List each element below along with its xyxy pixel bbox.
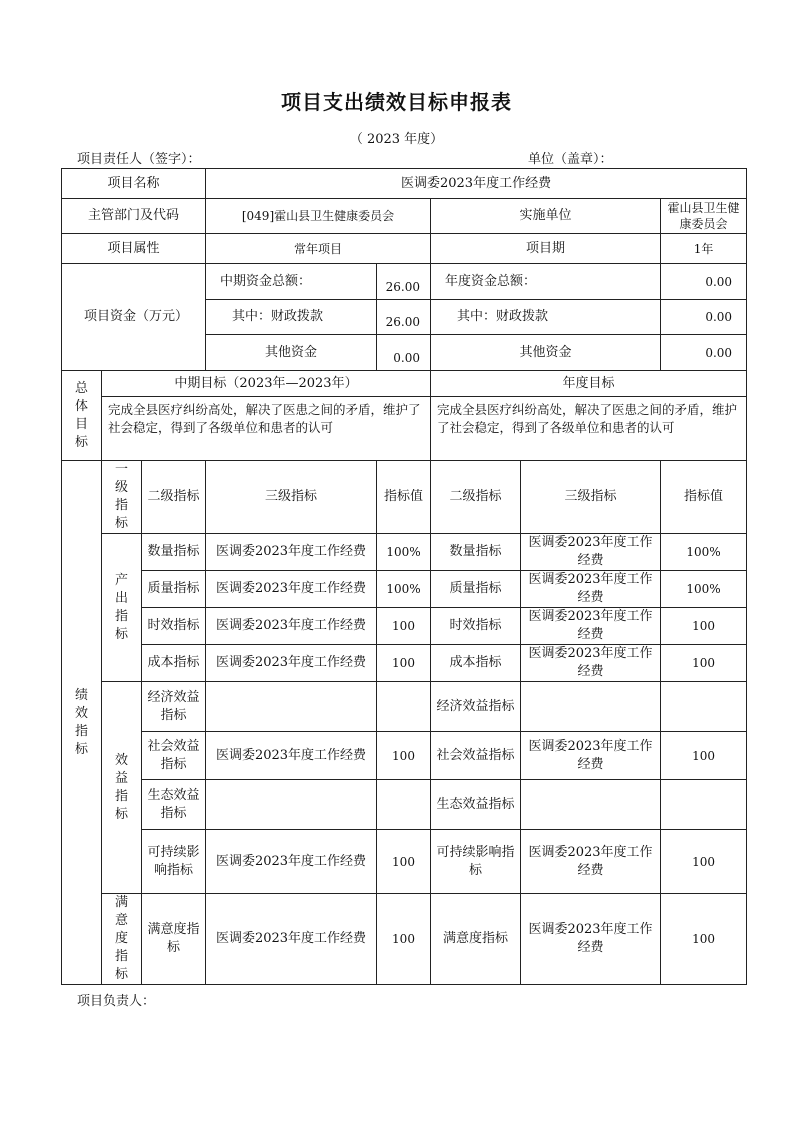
period-label: 项目期 — [431, 234, 661, 264]
h-level1: 一级指标 — [102, 461, 142, 534]
yr-level2: 满意度指标 — [431, 894, 521, 985]
period-value: 1年 — [661, 234, 747, 264]
yr-level2: 时效指标 — [431, 608, 521, 645]
indicator-row — [62, 780, 747, 830]
mid-level2: 成本指标 — [142, 645, 206, 682]
yr-level3: 医调委2023年度工作经费 — [521, 534, 661, 571]
indicator-row — [62, 645, 747, 682]
attr-label: 项目属性 — [62, 234, 206, 264]
perf-indicator-label: 绩效指标 — [62, 461, 102, 985]
unit-seal-label: 单位（盖章）： — [528, 152, 613, 167]
attr-value: 常年项目 — [206, 234, 431, 264]
yr-level2: 数量指标 — [431, 534, 521, 571]
responsible-person-label: 项目责任人（签字）： — [77, 152, 201, 167]
year-other-value: 0.00 — [661, 335, 747, 371]
h-yr-value: 指标值 — [661, 461, 747, 534]
mid-value: 100% — [377, 534, 431, 571]
page-title: 项目支出绩效目标申报表 — [281, 90, 512, 114]
mid-value — [377, 682, 431, 732]
mid-level2: 经济效益指标 — [142, 682, 206, 732]
mid-level3: 医调委2023年度工作经费 — [206, 534, 377, 571]
mid-value — [377, 780, 431, 830]
mid-goal-text: 完成全县医疗纠纷高处，解决了医患之间的矛盾，维护了社会稳定，得到了各级单位和患者的认可 — [102, 397, 431, 461]
mid-value: 100 — [377, 894, 431, 985]
row-department — [62, 199, 747, 234]
mid-goal-header: 中期目标（2023年—2023年） — [102, 371, 431, 397]
row-attribute — [62, 234, 747, 264]
yr-level3: 医调委2023年度工作经费 — [521, 894, 661, 985]
yr-value: 100% — [661, 571, 747, 608]
yr-value: 100 — [661, 894, 747, 985]
mid-value: 100 — [377, 645, 431, 682]
mid-level2: 质量指标 — [142, 571, 206, 608]
indicator-row — [62, 894, 747, 985]
mid-level3 — [206, 780, 377, 830]
yr-value — [661, 682, 747, 732]
h-mid-value: 指标值 — [377, 461, 431, 534]
mid-value: 100 — [377, 608, 431, 645]
yr-level3 — [521, 682, 661, 732]
mid-other-value-cell — [377, 335, 431, 371]
year-total-value: 0.00 — [661, 264, 747, 300]
yr-level2: 社会效益指标 — [431, 732, 521, 780]
yr-level2: 生态效益指标 — [431, 780, 521, 830]
mid-total-value: 26.00 — [385, 280, 420, 294]
indicator-row — [62, 534, 747, 571]
yr-level2: 经济效益指标 — [431, 682, 521, 732]
h-mid-level3: 三级指标 — [206, 461, 377, 534]
yr-level2: 成本指标 — [431, 645, 521, 682]
project-name-value: 医调委2023年度工作经费 — [206, 169, 747, 199]
mid-fiscal-label: 其中：财政拨款 — [206, 300, 377, 335]
indicator-row — [62, 571, 747, 608]
yr-value: 100 — [661, 732, 747, 780]
yr-value: 100% — [661, 534, 747, 571]
fiscal-year-line: （ 2023 年度） — [349, 132, 444, 147]
yr-level3: 医调委2023年度工作经费 — [521, 571, 661, 608]
mid-level2: 满意度指标 — [142, 894, 206, 985]
year-goal-text: 完成全县医疗纠纷高处，解决了医患之间的矛盾，维护了社会稳定，得到了各级单位和患者的认可 — [431, 397, 747, 461]
mid-level3: 医调委2023年度工作经费 — [206, 732, 377, 780]
mid-level3: 医调委2023年度工作经费 — [206, 645, 377, 682]
overall-goal-label: 总体目标 — [62, 371, 102, 461]
yr-value: 100 — [661, 830, 747, 894]
mid-level3 — [206, 682, 377, 732]
mid-level2: 社会效益指标 — [142, 732, 206, 780]
impl-unit-label: 实施单位 — [431, 199, 661, 234]
yr-level3: 医调委2023年度工作经费 — [521, 608, 661, 645]
yr-value: 100 — [661, 608, 747, 645]
yr-level3: 医调委2023年度工作经费 — [521, 732, 661, 780]
cat-benefit: 效益指标 — [102, 682, 142, 894]
h-yr-level3: 三级指标 — [521, 461, 661, 534]
mid-level2: 生态效益指标 — [142, 780, 206, 830]
mid-level2: 数量指标 — [142, 534, 206, 571]
row-project-name — [62, 169, 747, 199]
year-total-label: 年度资金总额： — [431, 264, 661, 300]
yr-level3: 医调委2023年度工作经费 — [521, 830, 661, 894]
mid-level3: 医调委2023年度工作经费 — [206, 830, 377, 894]
indicator-row — [62, 830, 747, 894]
year-other-label: 其他资金 — [431, 335, 661, 371]
row-goal-texts — [62, 397, 747, 461]
h-mid-level2: 二级指标 — [142, 461, 206, 534]
cat-satisfaction: 满意度指标 — [102, 894, 142, 985]
funds-label: 项目资金（万元） — [62, 264, 206, 371]
yr-value: 100 — [661, 645, 747, 682]
project-name-label: 项目名称 — [62, 169, 206, 199]
row-funds-total — [62, 264, 747, 300]
yr-level2: 质量指标 — [431, 571, 521, 608]
row-indicator-headers — [62, 461, 747, 534]
mid-other-label: 其他资金 — [206, 335, 377, 371]
h-yr-level2: 二级指标 — [431, 461, 521, 534]
dept-label: 主管部门及代码 — [62, 199, 206, 234]
mid-total-label: 中期资金总额： — [206, 264, 377, 300]
year-fiscal-label: 其中：财政拨款 — [431, 300, 661, 335]
yr-value — [661, 780, 747, 830]
performance-goal-table — [61, 168, 747, 985]
yr-level3 — [521, 780, 661, 830]
indicator-row — [62, 732, 747, 780]
mid-level3: 医调委2023年度工作经费 — [206, 608, 377, 645]
mid-value: 100 — [377, 830, 431, 894]
mid-level2: 可持续影响指标 — [142, 830, 206, 894]
dept-value: [049]霍山县卫生健康委员会 — [206, 199, 431, 234]
mid-other-value: 0.00 — [393, 351, 420, 365]
impl-unit-value: 霍山县卫生健康委员会 — [661, 199, 747, 234]
mid-fiscal-value: 26.00 — [385, 315, 420, 329]
mid-level3: 医调委2023年度工作经费 — [206, 894, 377, 985]
mid-level3: 医调委2023年度工作经费 — [206, 571, 377, 608]
indicator-row — [62, 608, 747, 645]
yr-level3: 医调委2023年度工作经费 — [521, 645, 661, 682]
row-goal-headers — [62, 371, 747, 397]
mid-level2: 时效指标 — [142, 608, 206, 645]
year-fiscal-value: 0.00 — [661, 300, 747, 335]
mid-value: 100% — [377, 571, 431, 608]
indicator-row — [62, 682, 747, 732]
mid-value: 100 — [377, 732, 431, 780]
project-leader-label: 项目负责人： — [77, 994, 156, 1009]
year-goal-header: 年度目标 — [431, 371, 747, 397]
cat-output: 产出指标 — [102, 534, 142, 682]
yr-level2: 可持续影响指标 — [431, 830, 521, 894]
mid-fiscal-value-cell — [377, 300, 431, 335]
mid-total-value-cell — [377, 264, 431, 300]
